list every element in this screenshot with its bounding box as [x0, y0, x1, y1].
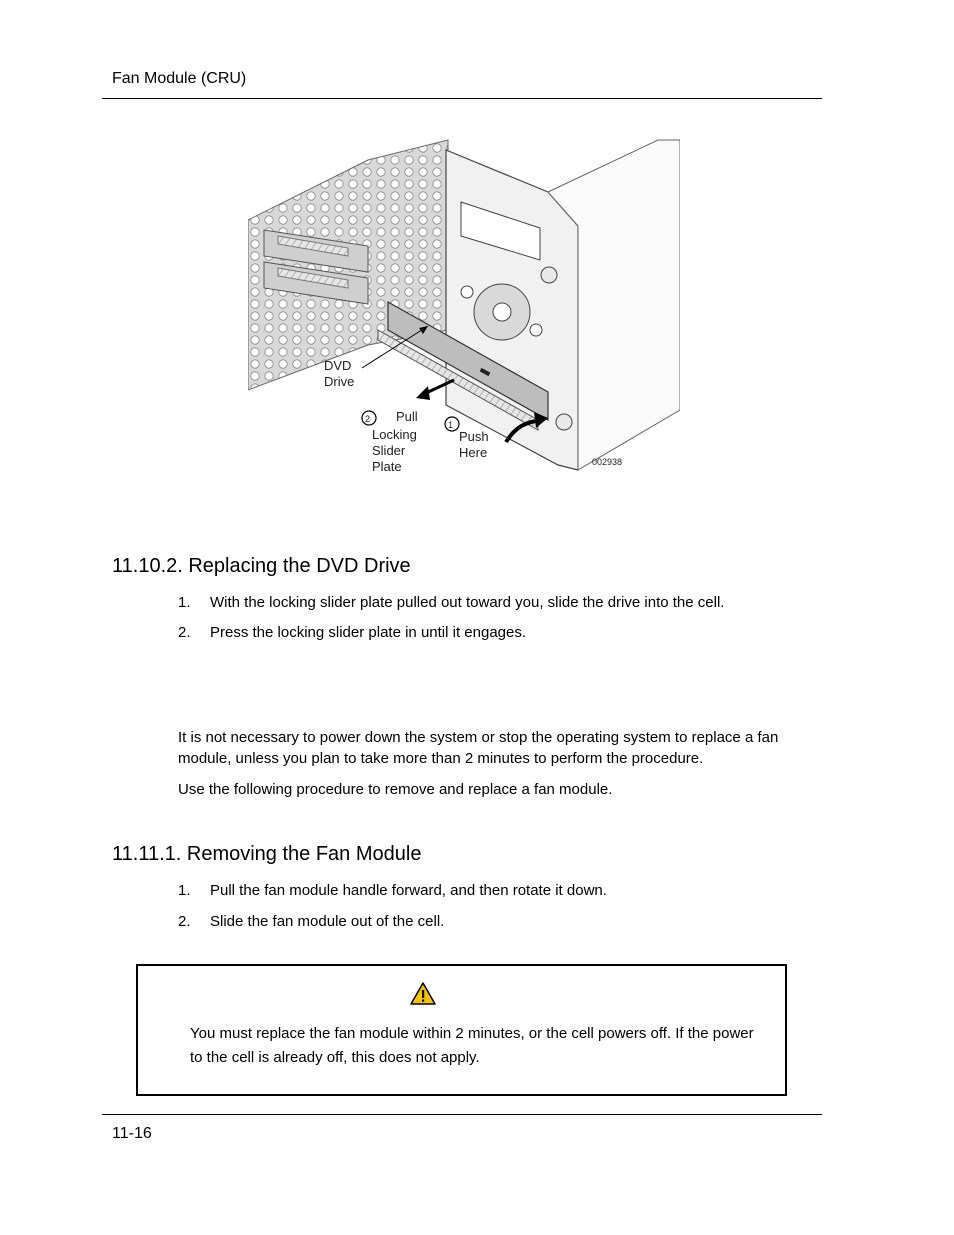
list-number: 2. [178, 913, 191, 930]
footer-rule [102, 1114, 822, 1115]
dvd-drive-removal-figure [248, 130, 680, 475]
running-header: Fan Module (CRU) [112, 70, 247, 87]
dvd-drive-illustration [248, 130, 680, 475]
list-item [178, 882, 607, 899]
list-number: 1. [178, 594, 191, 611]
caution-box [136, 964, 787, 1096]
figure-id: 002938 [592, 457, 623, 467]
section-heading-replacing-dvd: 11.10.2. Replacing the DVD Drive [112, 555, 411, 577]
label-drive: Drive [324, 374, 355, 389]
fan-intro-paragraph: It is not necessary to power down the system or stop the operating system to replace a fan module, unless you plan to take more than 2 minutes to perform the procedure. [178, 729, 779, 767]
list-number: 1. [178, 882, 191, 899]
label-step-1: 1 [448, 420, 454, 430]
fan-procedure-paragraph: Use the following procedure to remove and replace a fan module. [178, 781, 613, 798]
caution-text: You must replace the fan module within 2 minutes, or the cell powers off. If the power to the cell is already off, this does not apply. [190, 1025, 754, 1066]
label-slider: Slider [372, 443, 406, 458]
label-plate: Plate [372, 459, 402, 474]
label-locking: Locking [372, 427, 417, 442]
label-pull: Pull [396, 409, 418, 424]
label-step-2: 2 [365, 414, 371, 424]
list-text: Press the locking slider plate in until it engages. [210, 624, 527, 641]
list-text: Slide the fan module out of the cell. [210, 913, 445, 930]
label-here: Here [459, 445, 488, 460]
list-text: With the locking slider plate pulled out toward you, slide the drive into the cell. [210, 594, 725, 611]
label-push: Push [459, 429, 489, 444]
list-item [178, 624, 526, 641]
list-item [178, 913, 444, 930]
list-number: 2. [178, 624, 191, 641]
page-number: 11-16 [112, 1125, 152, 1142]
warning-triangle-icon [410, 982, 436, 1010]
label-dvd: DVD [324, 358, 352, 373]
list-item [178, 594, 724, 611]
list-text: Pull the fan module handle forward, and then rotate it down. [210, 882, 607, 899]
header-rule [102, 98, 822, 99]
section-heading-removing-fan: 11.11.1. Removing the Fan Module [112, 843, 422, 865]
